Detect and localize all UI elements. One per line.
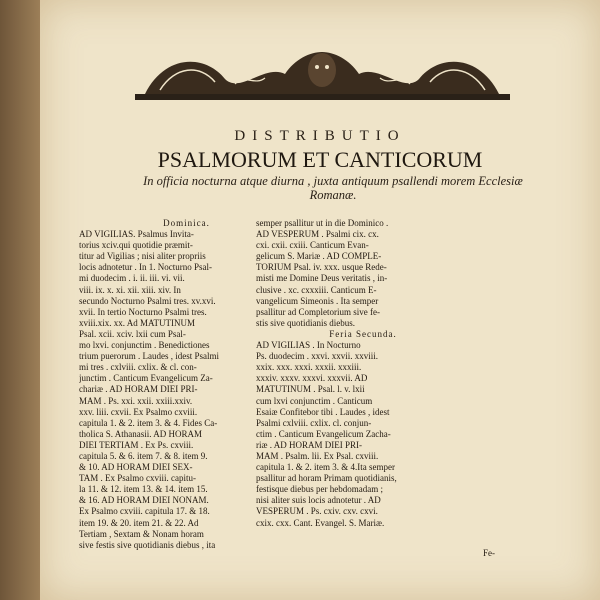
- text-line: junctim . Canticum Evangelicum Za-: [79, 373, 213, 384]
- headpiece-ornament: [135, 44, 510, 102]
- page-title: PSALMORUM ET CANTICORUM: [157, 147, 483, 172]
- text-line: xvii. In tertio Nocturno Psalmi tres.: [79, 306, 207, 317]
- text-line: AD VIGILIAS. Psalmus Invita-: [79, 229, 194, 240]
- text-line: cxi. cxii. cxiii. Canticum Evan-: [256, 240, 369, 251]
- text-line: TORIUM Psal. iv. xxx. usque Rede-: [256, 262, 387, 273]
- text-line: nisi aliter suis locis adnotetur . AD: [256, 495, 381, 506]
- text-line: chariæ . AD HORAM DIEI PRI-: [79, 384, 198, 395]
- text-line: trium puerorum . Laudes , idest Psalmi: [79, 351, 219, 362]
- text-line: item 19. & 20. item 21. & 22. Ad: [79, 517, 199, 528]
- text-line: xxxiv. xxxv. xxxvi. xxxvii. AD: [256, 373, 368, 384]
- text-line: capitula 1. & 2. item 3. & 4. Fides Ca-: [79, 417, 218, 428]
- text-line: riæ . AD HORAM DIEI PRI-: [256, 439, 363, 450]
- text-line: gelicum S. Mariæ . AD COMPLE-: [256, 251, 382, 262]
- text-line: locis adnotetur . In 1. Nocturno Psal-: [79, 262, 212, 273]
- page-subtitle: In officia nocturna atque diurna , juxta antiquum psallendi morem Ecclesiæ Romanæ.: [143, 174, 523, 202]
- text-line: Psalmi cxlviii. cxlix. cl. conjun-: [256, 417, 372, 428]
- text-line: MATUTINUM . Psal. l. v. lxii: [256, 384, 365, 395]
- text-line: titur ad Vigilias ; nisi aliter propriis: [79, 251, 206, 262]
- text-line: Ps. duodecim . xxvi. xxvii. xxviii.: [256, 351, 379, 362]
- text-line: torius xciv.qui quotidie præmit-: [79, 240, 193, 251]
- text-line: viii. ix. x. xi. xii. xiii. xiv. In: [79, 284, 181, 295]
- text-line: xviii.xix. xx. Ad MATUTINUM: [79, 317, 196, 328]
- section-heading: Feria Secunda.: [329, 328, 397, 339]
- catchword: Fe-: [483, 548, 495, 558]
- text-line: festisque diebus per hebdomadam ;: [256, 484, 383, 495]
- text-line: & 10. AD HORAM DIEI SEX-: [79, 462, 193, 473]
- text-line: DIEI TERTIAM . Ex Ps. cxviii.: [79, 439, 194, 450]
- text-line: capitula 1. & 2. item 3. & 4.Ita semper: [256, 462, 395, 473]
- book-page: [40, 0, 600, 600]
- text-line: & 16. AD HORAM DIEI NONAM.: [79, 495, 209, 506]
- text-line: Tertiam , Sextam & Nonam horam: [79, 528, 204, 539]
- text-line: mi tres . cxlviii. cxlix. & cl. con-: [79, 362, 197, 373]
- text-line: misti me Domine Deus veritatis , in-: [256, 273, 388, 284]
- text-line: cum lxvi conjunctim . Canticum: [256, 395, 373, 406]
- text-line: secundo Nocturno Psalmi tres. xv.xvi.: [79, 295, 216, 306]
- text-line: VESPERUM . Ps. cxiv. cxv. cxvi.: [256, 506, 378, 517]
- text-line: mo lxvi. conjunctim . Benedictiones: [79, 340, 210, 351]
- text-line: vangelicum Simeonis . Ita semper: [256, 295, 379, 306]
- text-line: Ex Psalmo cxviii. capitula 17. & 18.: [79, 506, 210, 517]
- text-line: cxix. cxx. Cant. Evangel. S. Mariæ.: [256, 517, 385, 528]
- text-line: clusive . xc. cxxxiii. Canticum E-: [256, 284, 377, 295]
- right-text-column: [256, 218, 470, 529]
- text-line: tholica S. Athanasii. AD HORAM: [79, 428, 202, 439]
- text-line: stis sive quotidianis diebus.: [256, 317, 355, 328]
- text-line: AD VESPERUM . Psalmi cix. cx.: [256, 229, 379, 240]
- text-line: Psal. xcii. xciv. lxii cum Psal-: [79, 328, 186, 339]
- book-gutter: [0, 0, 40, 600]
- text-line: sive festis sive quotidianis diebus , ita: [79, 539, 216, 550]
- text-line: TAM . Ex Psalmo cxviii. capitu-: [79, 473, 197, 484]
- text-line: Esaiæ Confitebor tibi . Laudes , idest: [256, 406, 390, 417]
- text-line: psallitur ad horam Primam quotidianis,: [256, 473, 397, 484]
- text-line: MAM . Ps. xxi. xxii. xxiii.xxiv.: [79, 395, 193, 406]
- text-line: mi duodecim . i. ii. iii. vi. vii.: [79, 273, 185, 284]
- text-line: ctim . Canticum Evangelicum Zacha-: [256, 428, 391, 439]
- page-heading: DISTRIBUTIO: [234, 128, 406, 144]
- text-line: la 11. & 12. item 13. & 14. item 15.: [79, 484, 208, 495]
- text-line: Dominica.: [163, 218, 210, 228]
- text-line: xxv. liii. cxvii. Ex Psalmo cxviii.: [79, 406, 198, 417]
- text-line: psallitur ad Completorium sive fe-: [256, 306, 380, 317]
- text-line: AD VIGILIAS . In Nocturno: [256, 340, 361, 351]
- text-line: semper psallitur ut in die Dominico .: [256, 218, 389, 228]
- text-line: MAM . Psalm. lii. Ex Psal. cxviii.: [256, 450, 379, 461]
- text-line: xxix. xxx. xxxi. xxxii. xxxiii.: [256, 362, 362, 373]
- text-line: capitula 5. & 6. item 7. & 8. item 9.: [79, 450, 208, 461]
